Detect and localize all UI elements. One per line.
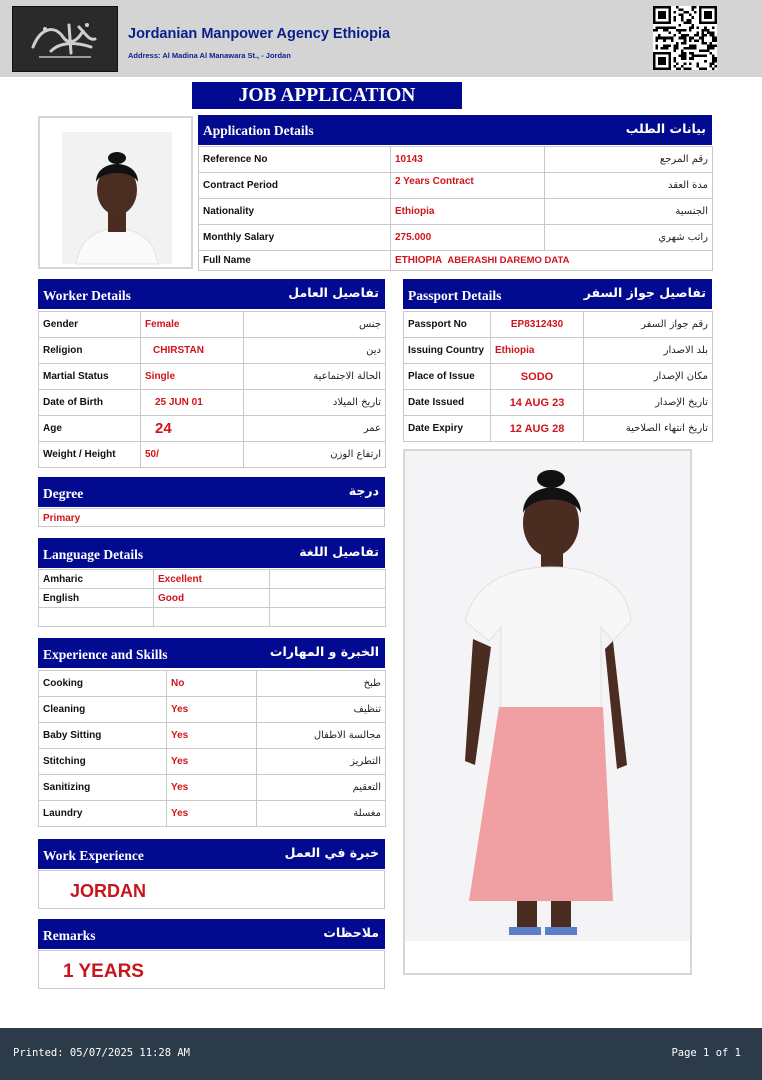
reference-no-value: 10143 <box>391 147 545 173</box>
row-label: Martial Status <box>39 364 141 390</box>
skill-value: Yes <box>167 749 257 775</box>
weight-height-value: 50/ <box>141 442 244 468</box>
row-label: Place of Issue <box>404 364 491 390</box>
printed-timestamp: Printed: 05/07/2025 11:28 AM <box>13 1047 191 1059</box>
table-row <box>39 671 386 697</box>
row-label: Religion <box>39 338 141 364</box>
language-label: English <box>39 589 154 608</box>
work-experience-header <box>38 839 385 869</box>
empty-cell <box>270 608 386 627</box>
table-row <box>39 390 386 416</box>
marital-status-value: Single <box>141 364 244 390</box>
degree-value: Primary <box>43 513 81 524</box>
table-row <box>39 364 386 390</box>
row-label: Date of Birth <box>39 390 141 416</box>
table-row <box>39 723 386 749</box>
row-label-ar: مكان الإصدار <box>584 364 713 390</box>
date-issued-value: 14 AUG 23 <box>491 390 584 416</box>
table-row <box>404 390 713 416</box>
agency-logo-icon <box>12 6 118 72</box>
passport-details-title-ar: تفاصيل جواز السفر <box>583 285 706 300</box>
date-expiry-value: 12 AUG 28 <box>491 416 584 442</box>
row-label: Passport No <box>404 312 491 338</box>
row-label: Gender <box>39 312 141 338</box>
table-row <box>199 225 713 251</box>
skill-label-ar: مغسلة <box>257 801 386 827</box>
passport-details-title: Passport Details <box>408 288 502 303</box>
table-row <box>404 416 713 442</box>
remarks-header <box>38 919 385 949</box>
row-label: Reference No <box>199 147 391 173</box>
table-row <box>404 312 713 338</box>
application-details-header <box>198 115 712 145</box>
date-of-birth-value: 25 JUN 01 <box>141 390 244 416</box>
worker-details-title-ar: تفاصيل العامل <box>288 285 379 300</box>
table-row <box>199 147 713 173</box>
row-label: Issuing Country <box>404 338 491 364</box>
row-label-ar: دين <box>244 338 386 364</box>
row-label: Age <box>39 416 141 442</box>
row-label-ar: راتب شهري <box>545 225 713 251</box>
work-experience-box <box>38 870 385 909</box>
skill-label: Baby Sitting <box>39 723 167 749</box>
passport-details-table <box>403 311 713 442</box>
empty-cell <box>270 589 386 608</box>
issuing-country-value: Ethiopia <box>491 338 584 364</box>
worker-details-title: Worker Details <box>43 288 131 303</box>
skill-value: Yes <box>167 723 257 749</box>
monthly-salary-value: 275.000 <box>391 225 545 251</box>
full-name-text: ABERASHI DAREMO DATA <box>447 255 570 266</box>
skill-label: Laundry <box>39 801 167 827</box>
place-of-issue-value: SODO <box>491 364 584 390</box>
application-details-title-ar: بيانات الطلب <box>625 121 706 136</box>
table-row <box>39 697 386 723</box>
skill-label-ar: التطريز <box>257 749 386 775</box>
language-details-table <box>38 569 386 627</box>
row-label-ar: جنس <box>244 312 386 338</box>
full-name-label: Full Name <box>199 251 391 271</box>
language-details-title-ar: تفاصيل اللغة <box>299 544 379 559</box>
row-label-ar: رقم المرجع <box>545 147 713 173</box>
row-label-ar: مدة العقد <box>545 173 713 199</box>
passport-no-value: EP8312430 <box>491 312 584 338</box>
age-value: 24 <box>141 416 244 442</box>
table-row <box>39 338 386 364</box>
skill-label: Cooking <box>39 671 167 697</box>
row-label: Weight / Height <box>39 442 141 468</box>
row-label-ar: تاريخ انتهاء الصلاحية <box>584 416 713 442</box>
table-row <box>39 775 386 801</box>
worker-details-header <box>38 279 385 309</box>
full-name-country: ETHIOPIA <box>395 255 442 266</box>
application-details-table <box>198 146 713 271</box>
portrait-photo <box>38 116 193 269</box>
skill-label-ar: طبخ <box>257 671 386 697</box>
language-label: Amharic <box>39 570 154 589</box>
language-level: Excellent <box>154 570 270 589</box>
row-label: Contract Period <box>199 173 391 199</box>
page-footer <box>0 1028 762 1080</box>
remarks-value: 1 YEARS <box>63 961 144 982</box>
table-row <box>404 338 713 364</box>
remarks-box <box>38 950 385 989</box>
full-name-value <box>391 251 713 271</box>
row-label-ar: بلد الاصدار <box>584 338 713 364</box>
degree-box <box>38 508 385 527</box>
empty-cell <box>154 608 270 627</box>
skill-value: Yes <box>167 775 257 801</box>
skills-table <box>38 670 386 827</box>
empty-cell <box>270 570 386 589</box>
row-label-ar: الجنسية <box>545 199 713 225</box>
row-label: Date Expiry <box>404 416 491 442</box>
work-experience-title: Work Experience <box>43 848 144 863</box>
table-row <box>199 251 713 271</box>
language-level: Good <box>154 589 270 608</box>
row-label: Date Issued <box>404 390 491 416</box>
skills-title: Experience and Skills <box>43 647 168 662</box>
table-row <box>39 801 386 827</box>
skill-value: No <box>167 671 257 697</box>
work-experience-title-ar: خبرة في العمل <box>284 845 379 860</box>
row-label-ar: الحالة الاجتماعية <box>244 364 386 390</box>
skills-title-ar: الخبرة و المهارات <box>269 644 379 659</box>
skill-label-ar: تنظيف <box>257 697 386 723</box>
skill-value: Yes <box>167 801 257 827</box>
table-row <box>39 416 386 442</box>
skill-label: Stitching <box>39 749 167 775</box>
table-row <box>199 199 713 225</box>
application-details-title: Application Details <box>203 123 314 138</box>
skill-label-ar: مجالسة الاطفال <box>257 723 386 749</box>
degree-title-ar: درجة <box>348 483 379 498</box>
religion-value: CHIRSTAN <box>141 338 244 364</box>
page-indicator: Page 1 of 1 <box>671 1047 741 1059</box>
row-label-ar: رقم جواز السفر <box>584 312 713 338</box>
row-label: Nationality <box>199 199 391 225</box>
gender-value: Female <box>141 312 244 338</box>
qr-code-icon <box>653 6 717 70</box>
skill-label: Cleaning <box>39 697 167 723</box>
table-row <box>39 589 386 608</box>
table-row <box>39 749 386 775</box>
worker-details-table <box>38 311 386 468</box>
language-details-header <box>38 538 385 568</box>
empty-cell <box>39 608 154 627</box>
agency-name: Jordanian Manpower Agency Ethiopia <box>128 26 391 42</box>
remarks-title: Remarks <box>43 928 96 943</box>
language-details-title: Language Details <box>43 547 144 562</box>
full-body-photo <box>403 449 692 975</box>
row-label: Monthly Salary <box>199 225 391 251</box>
table-row <box>39 570 386 589</box>
table-row <box>199 173 713 199</box>
agency-address: Address: Al Madina Al Manawara St., - Jordan <box>128 51 291 60</box>
table-row <box>39 442 386 468</box>
skills-header <box>38 638 385 668</box>
contract-period-value: 2 Years Contract <box>391 173 545 199</box>
table-row <box>39 312 386 338</box>
table-row <box>39 608 386 627</box>
page-title: JOB APPLICATION <box>192 82 462 109</box>
degree-title: Degree <box>43 486 84 501</box>
passport-details-header <box>403 279 712 309</box>
skill-value: Yes <box>167 697 257 723</box>
row-label-ar: عمر <box>244 416 386 442</box>
row-label-ar: تاريخ الميلاد <box>244 390 386 416</box>
table-row <box>404 364 713 390</box>
work-experience-value: JORDAN <box>70 881 147 901</box>
row-label-ar: ارتفاع الوزن <box>244 442 386 468</box>
skill-label: Sanitizing <box>39 775 167 801</box>
remarks-title-ar: ملاحظات <box>323 925 379 940</box>
degree-header <box>38 477 385 507</box>
skill-label-ar: التعقيم <box>257 775 386 801</box>
nationality-value: Ethiopia <box>391 199 545 225</box>
row-label-ar: تاريخ الإصدار <box>584 390 713 416</box>
